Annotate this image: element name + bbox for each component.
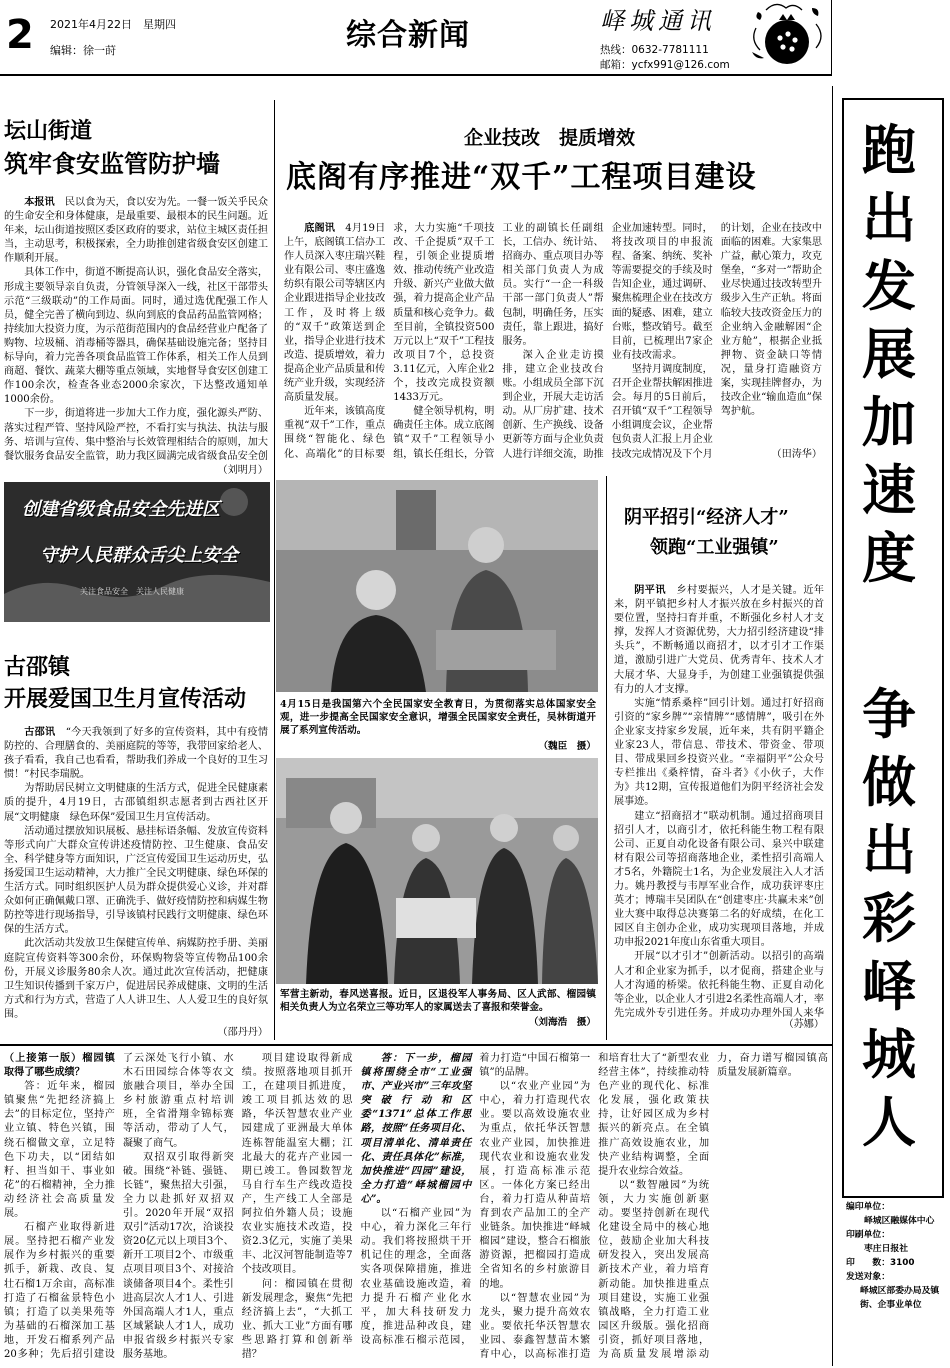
article3-paragraph — [614, 584, 824, 697]
continued-intro: （上接第一版）榴园镇取得了哪些成绩？ — [4, 1053, 115, 1079]
column-rule — [274, 100, 275, 1040]
continued-paragraph: 问：榴园镇在贯彻新发展理念，聚焦“先把经济搞上去”，“大抓工业、抓大工业”方面有哪些思路打算和创新举措？ — [241, 1278, 353, 1360]
continued-paragraph: 以“石榴产业园”为中心，着力深化三年行动。我们将按照烘干开机记住的理念，全面落实各项保障措施，推进农业基础设施改造，着力提升石榴产业化水平，加大科技研发力度，推进品种改良，建设高标准石榴示范园，着力打造“中国石榴第一镇”的品牌。 — [360, 1053, 591, 1346]
caption1-byline: （魏臣 摄） — [538, 741, 596, 752]
article1-paragraph — [4, 196, 268, 266]
article2-paragraph: 活动通过摆放知识展板、悬挂标语条幅、发放宣传资料等形式向广大群众宣传讲述疫情防控、卫生健康、食品安全、科学健身等方面知识，广泛宣传爱国卫生运动历史，弘扬爱国卫生运动精神，大力推广全民文明健康、绿色环保的生活方式。同时组织医护人员为群众提供爱心义诊，并对群众如何正确佩戴口罩、正确洗手、做好疫情防控和病媒生物防控等进行现场指导，引导该镇村民践行文明健康、绿色环保的生活方式。 — [4, 825, 268, 936]
slogan-line1: 跑出发展加速度 — [862, 118, 916, 590]
continued-paragraph: 以“农业产业园”为中心，着力打造现代农业。要以高效设施农业为重点，依托华沃智慧农业产业园，加快推进现代农业和设施农业发展，打造高标准示范区。一体化方案已经出台，着力打造从种苗培育到农产品加工的全产业链条。加快推进“峄城榴园”建设，整合石榴旅游资源，把榴园打造成全省知名的乡村旅游目的地。 — [479, 1081, 591, 1290]
article1-paragraph: 下一步，街道将进一步加大工作力度，强化源头严防、落实过程严管、坚持风险严控，不看打实与执法、执法与服务、培训与宣传、集中整治与长效管理相结合的原则，加大餐饮服务食品安全监管，助力我区圆满完成省级食品安全创 — [4, 408, 268, 462]
article3-headline2: 领跑“工业强镇” — [650, 537, 779, 558]
article2-body — [4, 726, 268, 1026]
lead-kicker: 企业技改 提质增效 — [464, 127, 636, 149]
article2-dateline: 古邵讯 — [24, 727, 56, 738]
article1-paragraph-text: 民以食为天，食以安为先。一餐一饭关乎民众的生命安全和身体健康，是最重要、最根本的民生问题。近年来，坛山街道按照区委区政府的要求，站位主城区责任担当，主动思考，积极探索，全力助推创建省级食安区创建工作顺利开展。 — [4, 197, 268, 265]
pomegranate-logo-icon — [746, 0, 828, 72]
continued-paragraph: 石榴产业取得新进展。坚持把石榴产业发展作为乡村振兴的重要抓手，新栽、改良、复壮石榴1万余亩，高标准打造了石榴盆景特色小镇；打造了以美果苑等为基础的石榴深加工基地，开发石榴系列产品20多种；先后招引建设了云深处飞行小镇、水木石田园综合体等农文旅融合项目，举办全国乡村旅游重点村培训班，全省滑翔伞锦标赛等活动，带动了人气，凝聚了商气。 — [4, 1053, 234, 1360]
header-rule — [0, 74, 832, 76]
banner-line1: 创建省级食品安全先进区 — [22, 499, 220, 520]
lead-paragraph: 近年来，该镇高度重视“双千”工作，重点围绕“智能化、绿色化、高端化”的目标要求，大力实施“千项技改、千企提质”双千工程，引领企业提质增效、推动传统产业改造升级、新兴产业做大做强，着力提高企业产品质量和核心竞争力。截至目前，全镇投资500万元以上“双千”工程技改项目7个，总投资3.11亿元，入库企业2个，技改完成投资额1433万元。 — [284, 223, 495, 460]
article2-paragraph: 此次活动共发放卫生保健宣传单、病媒防控手册、美丽庭院宣传资料等300余份，环保购物袋等宣传物品100余份，开展义诊服务80余人次。通过此次宣传活动，把健康卫生知识传播到千家万户，促进居民养成健康、文明的生活方式和行为方式，营造了人人讲卫生、人人爱卫生的良好氛围。 — [4, 938, 268, 1020]
article1-body — [4, 196, 268, 464]
continued-paragraph: 项目建设取得新成绩。按照落地项目抓开工，在建项目抓进度，竣工项目抓达效的思路，华沃智慧农业产业园建成了亚洲最大单体连栋智能温室大棚；江北最大的花卉产业园一期已竣工。鲁园数智龙马自行车生产线改造投产，生产线工人全部是阿拉伯外籍人员；设施农业实施技术改造，投资2.3亿元，实施了美果丰、北汉河智能制造等7个技改项目。 — [241, 1053, 353, 1276]
header-side-rule — [831, 0, 832, 76]
imprint-copies — [846, 1256, 946, 1270]
imprint-copies-label: 印 数： — [846, 1258, 890, 1268]
section-title: 综合新闻 — [346, 18, 470, 53]
email-label: 邮箱： — [600, 59, 632, 71]
imprint-copies-value: 3100 — [890, 1258, 915, 1268]
continued-paragraph: 答：下一步，榴园镇将围绕全市“工业强市、产业兴市”三年攻坚突破行动和区委“1371”总体工作思路，按照“任务项目化、项目清单化、清单责任化、责任具体化”标准，加快推进“四园”建设，全力打造“峄城榴园中心”。 — [360, 1053, 472, 1205]
article2-headline2: 开展爱国卫生月宣传活动 — [4, 686, 247, 712]
date: 2021年4月22日 — [50, 18, 132, 31]
banner-line3: 关注食品安全 关注人民健康 — [80, 587, 184, 596]
article2-paragraph: 为帮助居民树立文明健康的生活方式，促进全民健康素质的提升，4月19日，古邵镇组织志愿者到古西社区开展“文明健康 绿色环保”爱国卫生月宣传活动。 — [4, 783, 268, 823]
slogan-line2: 争做出彩峄城人 — [862, 682, 916, 1154]
imprint-editor-label: 编印单位： — [846, 1202, 890, 1212]
imprint-editor-unit: 峄城区融媒体中心 — [864, 1216, 935, 1226]
article3-dateline: 阴平讯 — [634, 585, 666, 596]
column-rule — [606, 476, 607, 1040]
page-number: 2 — [6, 14, 34, 56]
article1-dateline: 本报讯 — [24, 197, 55, 208]
editor-name: 徐一莳 — [83, 44, 116, 57]
award-delivery-photo — [276, 758, 598, 984]
continued-paragraph — [4, 1052, 115, 1080]
imprint-printer-label: 印刷单位： — [846, 1230, 890, 1240]
hotline-label: 热线： — [600, 44, 632, 56]
hotline — [600, 42, 709, 57]
email-address: ycfx991@126.com — [631, 59, 730, 71]
banner-line2: 守护人民群众舌尖上安全 — [40, 545, 238, 566]
article1-byline: （刘明月） — [217, 465, 268, 476]
article3-byline: （苏娜） — [783, 1019, 824, 1030]
article3-body — [614, 584, 824, 1018]
lead-paragraph: 健全领导机构，明确责任主体。成立底阁镇“双千”工程领导小组，镇长任组长，分管工业的副镇长任副组长，工信办、统计站、招商办、重点项目办等相关部门负责人为成员。实行“一企一科级干部一部门负责人”帮包制，明确任务，压实责任，靠上跟进，搞好服务。 — [393, 223, 604, 460]
continued-paragraph: 双招双引取得新突破。围绕“补链、强链、长链”，聚焦招大引强，全力以赴抓好双招双引。2020年开展“双招双引”活动17次，洽谈投资20亿元以上项目3个、新开工项目2个、市级重点项目项目3个、对接洽谈储备项目4个。柔性引进高层次人才1人、引进外国高端人才1人，重点区域紧缺人才1人，成功申报省级乡村振兴专家服务基地。 — [122, 1151, 234, 1360]
article3-paragraph: 开展“以才引才”创新活动。以招引的高端人才和企业家为抓手，以才促商，搭建企业与人才沟通的桥梁。依托科能生物、正夏自动化等企业，以企业人才引进2名柔性高端人才，率先完成外专引进任务。并成功办理外国人来华 — [614, 951, 824, 1018]
column-rule — [832, 86, 833, 1366]
lead-paragraph-text: 4月19日上午，底阁镇工信办工作人员深入枣庄瑞兴鞋业有限公司、枣庄盛逸纺织有限公司等辖区内企业跟进指导企业技改工作，及时将上级的“双千”政策送到企业，指导企业进行技术改造、提质增效，着力提高企业产品质量和传统产业升级，实现经济高质量发展。 — [284, 223, 386, 404]
weekday: 星期四 — [143, 18, 176, 31]
issue-date — [50, 16, 176, 32]
imprint-distribution: 峄城区部委办局及镇街、企事业单位 — [860, 1286, 940, 1310]
continued-paragraph: 以“数智融园”为统领，大力实施创新驱动。要坚持创新在现代化建设全局中的核心地位，鼓励企业加大科技研发投入，突出发展高新技术产业，着力培育新动能。加快推进重点项目建设，实施工业强镇战略，全力打造工业园区升级版。强化招商引资，抓好项目落地，为高质量发展增添动力，奋力谱写榴园镇高质量发展新篇章。 — [598, 1053, 828, 1360]
hotline-number: 0632-7781111 — [631, 44, 709, 56]
lead-headline: 底阁有序推进“双千”工程项目建设 — [286, 160, 757, 195]
article1-headline1: 坛山街道 — [4, 118, 93, 144]
imprint — [846, 1200, 946, 1312]
continued-paragraph: 以“智慧农业园”为龙头，聚力提升高效农业。要依托华沃智慧农业园、泰鑫智慧苗木繁育中心，以高标准打造和培育壮大了“新型农业经营主体”，持续推动特色产业的现代化、标准化发展，强化政策扶持，让好园区成为乡村振兴的新亮点。在全镇推广高效设施农业，加快产业结构调整，全面提升农业综合效益。 — [479, 1053, 710, 1360]
article2-paragraph-text: “今天我领到了好多的宣传资料，其中有疫情防控的、合理膳食的、美丽庭院的等等，我带回家给老人、孩子看看，我自己也看看，帮助我们养成一个良好的卫生习惯！”村民李瑞脱。 — [4, 727, 268, 781]
lead-byline: （田涛华） — [771, 449, 822, 460]
editor-credit — [50, 42, 116, 58]
article2-byline: （邵丹丹） — [217, 1027, 268, 1038]
slogan-box — [842, 98, 944, 1198]
imprint-printer: 枣庄日报社 — [864, 1244, 908, 1254]
article2-paragraph — [4, 726, 268, 782]
article2-headline1: 古邵镇 — [4, 654, 71, 680]
caption2-byline: （刘海浩 摄） — [528, 1017, 596, 1028]
masthead: 峄城通讯 — [600, 7, 716, 35]
lead-dateline: 底阁讯 — [304, 223, 335, 234]
lead-paragraph — [284, 222, 385, 405]
editor-label: 编辑： — [50, 44, 83, 57]
caption2-text: 军营主新动，春风送喜报。近日，区退役军人事务局、区人武部、榴园镇相关负责人为立名荣立三等功军人的家属送去了喜报和荣誉金。 — [280, 989, 596, 1013]
article1-paragraph: 具体工作中，街道不断提高认识，强化食品安全落实，形成主要领导亲自负责，分管领导深入一线，社区干部带头示范“三级联动”的工作局面。同时，通过选优配强工作人员，健全完善了横向到边、纵向到底的食品药品监管网格；持续加大投资力度，为示范街范围内的食品经营业户配备了购物、垃圾桶、消毒桶等器具，确保基础设施完备；坚持目标导向，着力完善各项食品监管工作体系，相关工作人员到商超、餐饮、蔬菜大棚等重点领域，实地督导食安区创建工作100余次，检查各业态2000余家次，下达整改通知单1000余份。 — [4, 267, 268, 406]
caption1 — [280, 698, 596, 737]
caption1-text: 4月15日是我国第六个全民国家安全教育日，为贯彻落实总体国家安全观，进一步提高全民国家安全意识，增强全民国家安全责任，吴林街道开展了系列宣传活动。 — [280, 699, 596, 736]
security-education-photo — [276, 480, 598, 692]
lead-paragraph: 坚持月调度制度，召开企业帮扶解困推进会。每月的5日前后，召开镇“双千”工程领导小组调度会议，企业帮包负责人汇报上月企业技改完成情况及下个月的计划，企业在技改中面临的困难。大家集思广益，献心策力，攻克堡垒，“多对一”帮助企业尽快通过技改转型升级步入生产正轨。将面临较大技改资金压力的企业纳入金融解困“企业方舱”，根据企业抵押物、资金缺口等情况，量身打造融资方案，实现挂牌督办，为技改企业“输血造血”保驾护航。 — [611, 223, 822, 460]
article3-headline1: 阴平招引“经济人才” — [624, 507, 789, 528]
article3-paragraph-text: 乡村要振兴，人才是关键。近年来，阴平镇把乡村人才振兴放在乡村振兴的首要位置，坚持扫育并重，不断强化乡村人才支撑，发挥人才资源优势，大力招引经济建设“排头兵”，不断畅通以商招才，以才引才工作渠道，激励引进广大党员、优秀青年、技术人才大展才华、大显身手，为创建工业强镇提供强有力的人才支撑。 — [614, 585, 824, 695]
bottom-section-rule — [0, 1044, 832, 1046]
lead-body — [284, 222, 822, 462]
imprint-distribution-label: 发送对象： — [846, 1272, 890, 1282]
lead-paragraph: 深入企业走访摸排，建立企业技改台账。小组成员全部下沉到企业，开展大走访活动。从厂房扩建、技术创新、生产换线、设备更新等方面与企业负责人进行详细交流，助推企业加速转型。同时，将技改项目的申报流程、备案、纳统、奖补等需要提交的手续及时告知企业，通过调研、聚焦梳理企业在技改方面的疑惑、困难，建立台账，整改销号。截至目前，已梳理出7家企业有技改需求。 — [502, 223, 713, 460]
continued-paragraph: 答：近年来，榴园镇聚焦“先把经济搞上去”的目标定位，坚持产业立镇、特色兴镇，围绕石榴做文章，立足特色下功夫，以“团结如籽、担当如干、事业如花”的石榴精神，全力推动经济社会高质量发展。 — [4, 1081, 115, 1220]
continued-body — [4, 1052, 828, 1364]
email — [600, 57, 730, 72]
article1-headline2: 筑牢食安监管防护墙 — [4, 150, 220, 178]
article3-paragraph: 实施“情系桑梓”回引计划。通过打好招商引资的“家乡牌”“亲情牌”“感情牌”，吸引在外企业家支持家乡发展，近年来，共有阴平籍企业家23人，带信息、带技术、带资金、带项目、带成果回乡投资兴业。“幸福阴平”公众号专栏推出《桑梓情，奋斗者》《小伙子，大作为》共12期，宣传报道他们为阴平经济社会发展事迹。 — [614, 697, 824, 808]
article3-paragraph: 建立“招商招才”联动机制。通过招商项目招引人才，以商引才，依托科能生物工程有限公司、正夏自动化设备有限公司、泉兴中联建材有限公司等招商落地企业，柔性招引高端人才5名，外籍院士1名，为企业发展注入人才活力。姚丹教授与韦厚军业合作，成功获评枣庄英才；博瑞丰吴团队在“创建枣庄·共赢未来”创业大赛中取得总决赛第二名的好成绩，在化工园区自主创办企业，成功实现项目落地，并成功申报2021年度山东省重大项目。 — [614, 810, 824, 949]
caption2 — [280, 988, 596, 1014]
